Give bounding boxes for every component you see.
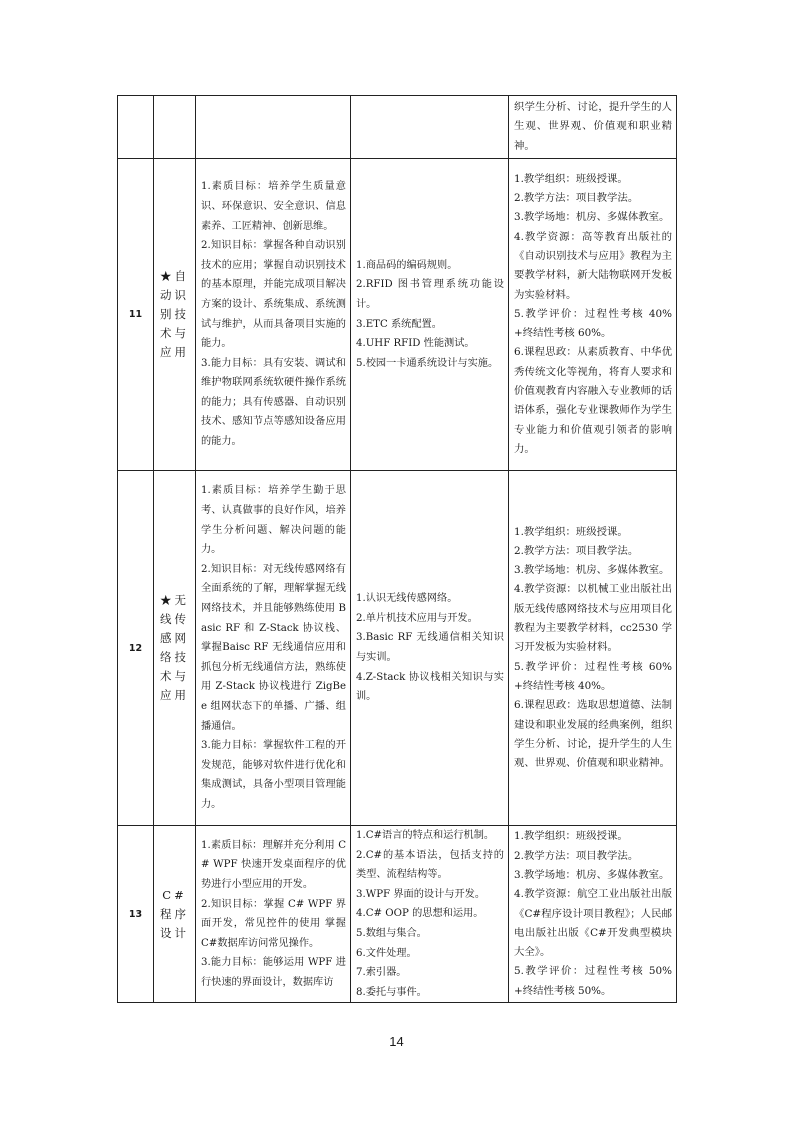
- requirement-item: 5.教学评价：过程性考核 40%+终结性考核 60%。: [514, 307, 672, 340]
- content-item: 3.WPF 界面的设计与开发。: [356, 888, 486, 900]
- goal-item: 3.能力目标：能够运用 WPF 进行快速的界面设计，数据库访: [201, 957, 346, 988]
- content-item: 1.认识无线传感网络。: [356, 593, 458, 605]
- course-requirements-cell: [509, 826, 677, 1003]
- requirement-item: 3.教学场地：机房、多媒体教室。: [514, 868, 670, 881]
- content-item: 2.RFID 图书管理系统功能设计。: [356, 279, 504, 310]
- course-goals-cell: [196, 471, 351, 826]
- content-item: 1.商品码的编码规则。: [356, 259, 458, 271]
- content-item: 2.C#的基本语法，包括支持的类型、流程结构等。: [356, 849, 504, 881]
- requirement-item: 3.教学场地：机房、多媒体教室。: [514, 211, 670, 224]
- requirement-item: 5.教学评价：过程性考核 60%+终结性考核 40%。: [514, 660, 672, 692]
- requirement-item: 2.教学方法：项目教学法。: [514, 544, 639, 557]
- course-name: ★自动识别技术与应用: [160, 269, 189, 359]
- course-contents-cell: [351, 159, 509, 471]
- content-item: 4.Z-Stack 协议栈相关知识与实训。: [356, 671, 504, 703]
- course-name-cell: [154, 471, 196, 826]
- goal-item: 2.知识目标：对无线传感网络有全面系统的了解，理解掌握无线网络技术，并且能够熟练使用 Basic RF 和 Z-Stack 协议栈、掌握Baisc RF 无线通信应用和抓包分析无线通信方法，熟练使用 Z-Stack 协议栈进行 ZigBee 组网状态下的单播、广播、组播通信。: [201, 563, 346, 732]
- goal-item: 3.能力目标：具有安装、调试和维护物联网系统软硬件操作系统的能力；具有传感器、自动识别技术、感知节点等感知设备应用的能力。: [201, 357, 346, 448]
- requirement-item: 3.教学场地：机房、多媒体教室。: [514, 564, 670, 577]
- course-contents-cell: [351, 471, 509, 826]
- course-name-cell: [154, 96, 196, 159]
- table-row: [118, 159, 677, 471]
- content-item: 4.C# OOP 的思想和运用。: [356, 908, 484, 920]
- content-item: 5.数组与集合。: [356, 927, 427, 939]
- course-table: [117, 95, 677, 1003]
- requirement-item: 1.教学组织：班级授课。: [514, 172, 628, 185]
- course-name-cell: [154, 826, 196, 1003]
- course-goals-cell: [196, 159, 351, 471]
- content-item: 6.文件处理。: [356, 947, 417, 959]
- course-contents-cell: [351, 96, 509, 159]
- goal-item: 2.知识目标：掌握 C# WPF 界面开发，常见控件的使用 掌握 C#数据库访问常见操作。: [201, 898, 346, 949]
- course-goals-cell: [196, 826, 351, 1003]
- requirement-item: 4.教学资源：航空工业出版社出版《C#程序设计项目教程》；人民邮电出版社出版《C#开发典型模块大全》。: [514, 888, 672, 959]
- content-item: 8.委托与事件。: [356, 986, 427, 998]
- course-requirements-cell: [509, 159, 677, 471]
- goal-item: 2.知识目标：掌握各种自动识别技术的应用；掌握自动识别技术的基本原理，并能完成项目解决方案的设计、系统集成、系统测试与维护，从而具备项目实施的能力。: [201, 240, 346, 350]
- table-row-continued: [118, 96, 677, 159]
- requirement-item: 6.课程思政：从素质教育、中华优秀传统文化等视角，将育人要求和价值观教育内容融入专业教师的话语体系，强化专业课教师作为学生专业能力和价值观引领者的影响力。: [514, 346, 672, 455]
- requirement-item: 6.课程思政：选取思想道德、法制建设和职业发展的经典案例，组织学生分析、讨论，提升学生的人生观、世界观、价值观和职业精神。: [514, 699, 672, 770]
- course-name-cell: [154, 159, 196, 471]
- course-contents-cell: [351, 826, 509, 1003]
- requirement-item: 4.教学资源：高等教育出版社的《自动识别技术与应用》教程为主要教学材料，新大陆物联网开发板为实验材料。: [514, 230, 672, 301]
- content-item: 5.校园一卡通系统设计与实施。: [356, 357, 499, 369]
- requirement-item: 织学生分析、讨论，提升学生的人生观、世界观、价值观和职业精神。: [514, 101, 672, 152]
- table-row: [118, 471, 677, 826]
- content-item: 4.UHF RFID 性能测试。: [356, 338, 475, 350]
- page-number: 14: [389, 1034, 404, 1049]
- requirement-item: 5.教学评价：过程性考核 50%+终结性考核 50%。: [514, 965, 672, 997]
- content-item: 1.C#语言的特点和运行机制。: [356, 830, 495, 841]
- course-goals-cell: [196, 96, 351, 159]
- content-item: 7.索引器。: [356, 967, 407, 979]
- requirement-item: 1.教学组织：班级授课。: [514, 830, 628, 843]
- requirement-item: 1.教学组织：班级授课。: [514, 525, 628, 538]
- course-number: 11: [118, 159, 154, 471]
- goal-item: 1.素质目标：培养学生质量意识、环保意识、安全意识、信息素养、工匠精神、创新思维。: [201, 181, 346, 232]
- course-number-cell: [118, 96, 154, 159]
- goal-item: 3.能力目标：掌握软件工程的开发规范，能够对软件进行优化和集成测试，具备小型项目管理能力。: [201, 740, 346, 810]
- content-item: 3.ETC 系统配置。: [356, 318, 442, 330]
- course-name: C#程序设计: [160, 887, 189, 940]
- requirement-item: 2.教学方法：项目教学法。: [514, 849, 639, 862]
- content-item: 2.单片机技术应用与开发。: [356, 612, 478, 624]
- course-requirements-cell: [509, 471, 677, 826]
- course-requirements-cell: [509, 96, 677, 159]
- course-number: 12: [118, 471, 154, 826]
- content-item: 3.Basic RF 无线通信相关知识与实训。: [356, 632, 504, 663]
- course-name: ★无线传感网络技术与应用: [160, 593, 189, 702]
- goal-item: 1.素质目标：培养学生勤于思考、认真做事的良好作风，培养学生分析问题、解决问题的能力。: [201, 485, 346, 556]
- requirement-item: 2.教学方法：项目教学法。: [514, 192, 639, 205]
- table-row: [118, 826, 677, 1003]
- goal-item: 1.素质目标：理解并充分利用 C# WPF 快速开发桌面程序的优势进行小型应用的开发。: [201, 839, 346, 890]
- course-number: 13: [118, 826, 154, 1003]
- requirement-item: 4.教学资源：以机械工业出版社出版无线传感网络技术与应用项目化教程为主要教学材料，cc2530 学习开发板为实验材料。: [514, 583, 672, 654]
